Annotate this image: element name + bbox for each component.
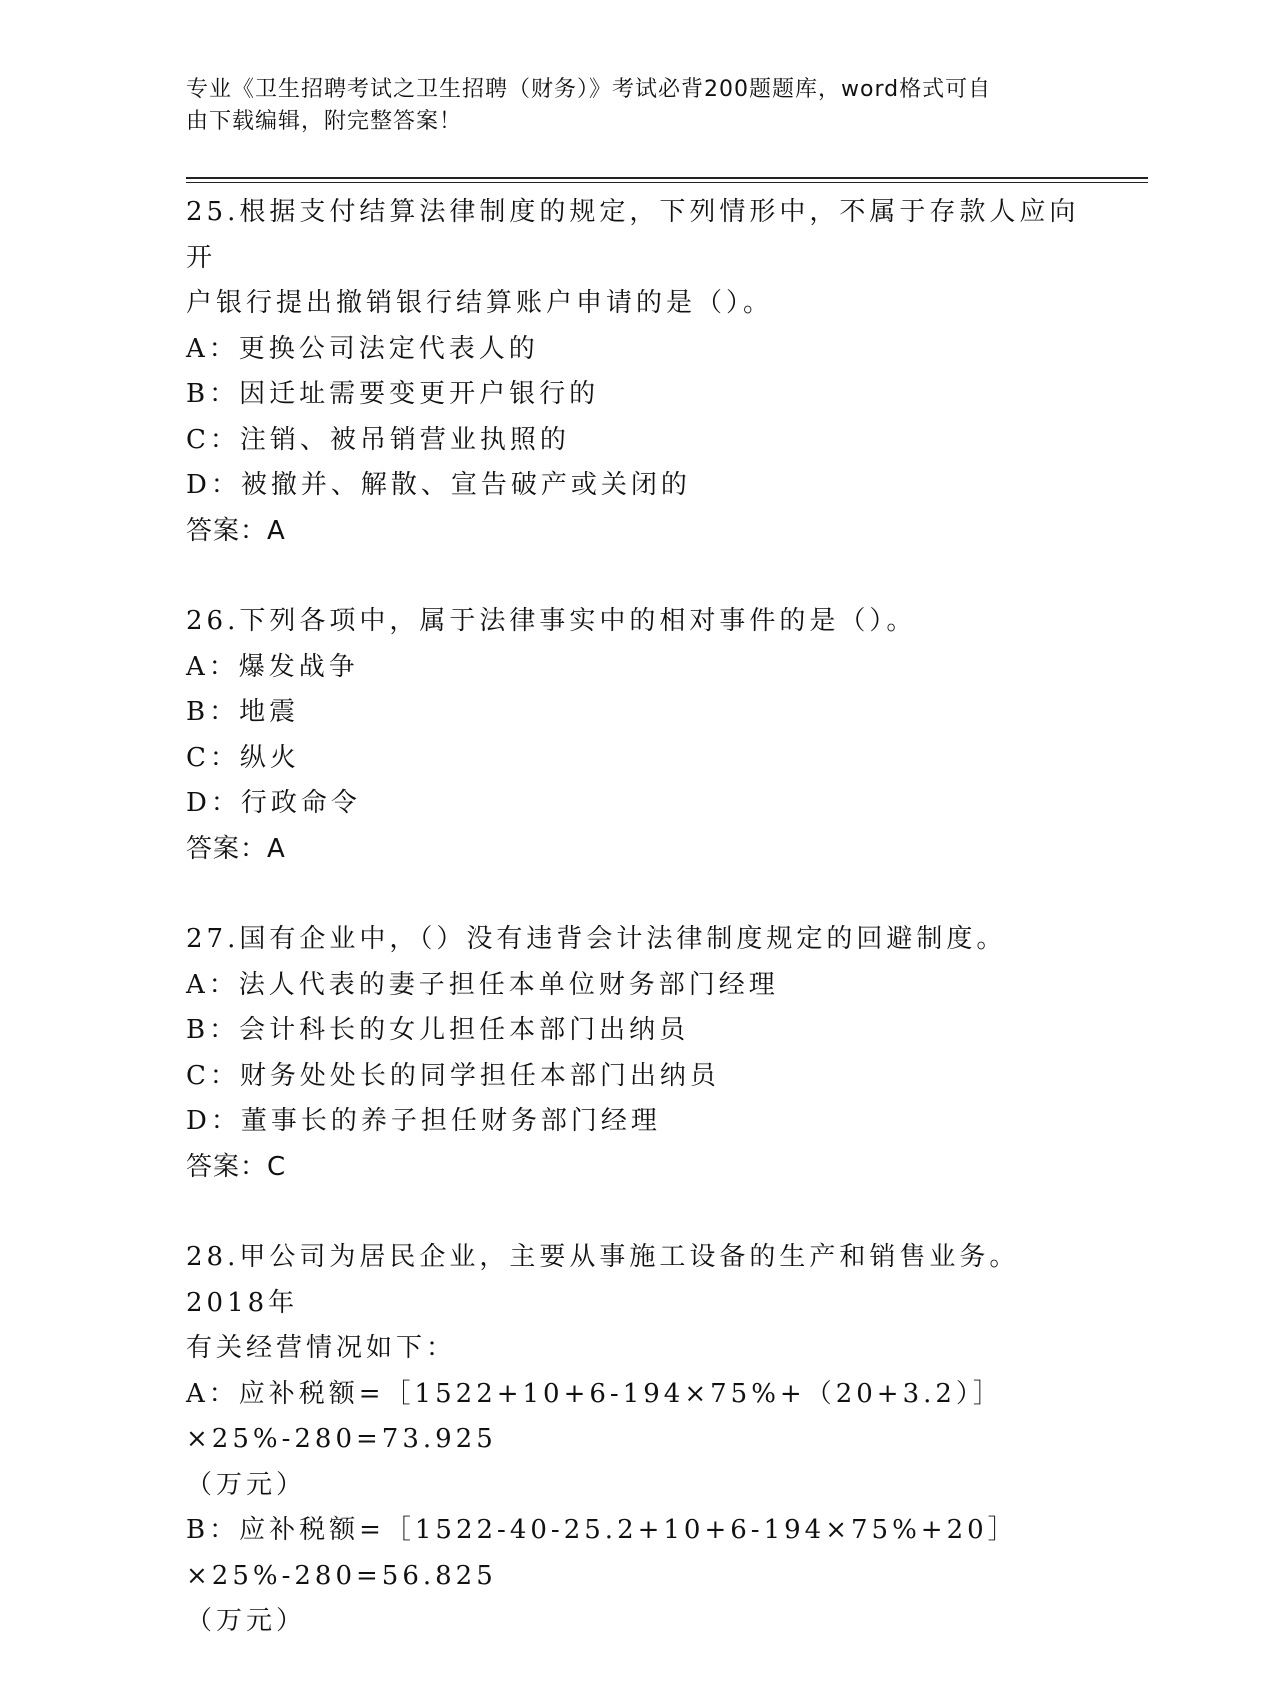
option-d: D：行政命令	[186, 788, 361, 818]
option-a-continued: （万元）	[186, 1469, 307, 1500]
question-25	[186, 190, 1086, 554]
option-c: C：财务处处长的同学担任本部门出纳员	[186, 1060, 720, 1091]
header-rule-thin	[186, 182, 1148, 183]
question-list	[186, 190, 1086, 1690]
question-stem: 27.国有企业中，（）没有违背会计法律制度规定的回避制度。	[186, 924, 1007, 954]
option-b: B：会计科长的女儿担任本部门出纳员	[186, 1015, 690, 1045]
option-d: D：被撤并、解散、宣告破产或关闭的	[186, 470, 691, 500]
question-26	[186, 599, 1086, 872]
option-a: A：法人代表的妻子担任本单位财务部门经理	[186, 969, 779, 1000]
header-line-2: 由下载编辑，附完整答案！	[186, 109, 463, 134]
question-stem: 28.甲公司为居民企业，主要从事施工设备的生产和销售业务。2018年	[186, 1242, 1020, 1318]
document-header	[186, 74, 1066, 138]
answer: 答案：C	[186, 1151, 287, 1182]
option-a: A：应补税额=［1522+10+6-194×75%+（20+3.2）］×25%-280=73.925	[186, 1378, 1003, 1454]
question-stem: 25.根据支付结算法律制度的规定，下列情形中，不属于存款人应向开	[186, 197, 1080, 273]
option-b: B：地震	[186, 697, 300, 727]
question-27	[186, 917, 1086, 1190]
option-c: C：纵火	[186, 742, 300, 773]
question-stem: 户银行提出撤销银行结算账户申请的是（）。	[186, 288, 774, 318]
question-stem: 有关经营情况如下：	[186, 1333, 457, 1363]
header-rule-thick	[186, 177, 1148, 179]
header-line-1: 专业《卫生招聘考试之卫生招聘（财务）》考试必背200题题库，word格式可自	[186, 77, 992, 102]
answer: 答案：A	[186, 833, 286, 864]
option-a: A：更换公司法定代表人的	[186, 333, 539, 364]
option-a: A：爆发战争	[186, 651, 359, 682]
option-d: D：董事长的养子担任财务部门经理	[186, 1106, 661, 1136]
option-b-continued: （万元）	[186, 1606, 307, 1636]
answer: 答案：A	[186, 515, 286, 546]
question-stem: 26.下列各项中，属于法律事实中的相对事件的是（）。	[186, 606, 917, 636]
option-b: B：应补税额=［1522-40-25.2+10+6-194×75%+20］×25%-280=56.825	[186, 1515, 1018, 1591]
option-c: C：注销、被吊销营业执照的	[186, 424, 570, 455]
question-28	[186, 1235, 1086, 1645]
option-b: B：因迁址需要变更开户银行的	[186, 379, 600, 409]
